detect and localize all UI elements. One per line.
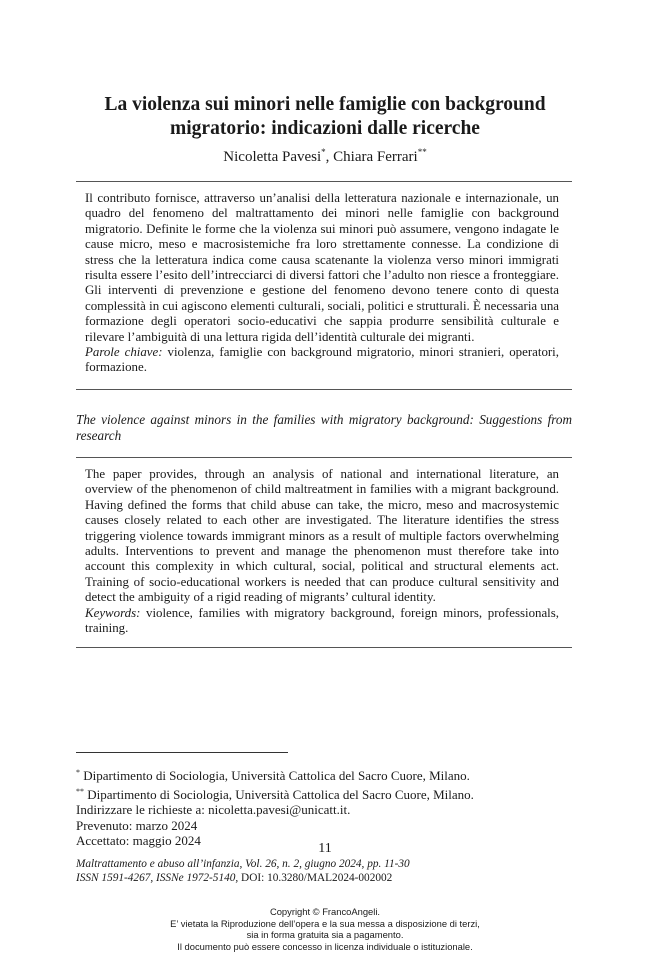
article-title: La violenza sui minori nelle famiglie con background migratorio: indicazioni dalle ricerche (104, 94, 546, 139)
abstract-english (85, 467, 559, 636)
footnote-marker: ** (417, 147, 427, 157)
journal-info (76, 857, 596, 885)
keywords-text: violence, families with migratory background, foreign minors, professionals, training. (85, 605, 559, 636)
footnote-marker: * (321, 147, 326, 157)
divider (76, 647, 572, 648)
keywords-line (85, 606, 559, 637)
author-name: Chiara Ferrari (333, 149, 418, 165)
divider (76, 389, 572, 390)
footnote (76, 765, 576, 784)
copyright-notice (0, 906, 650, 952)
divider (76, 457, 572, 458)
abstract-italian (85, 191, 559, 376)
footnote (76, 784, 576, 803)
footnote-marker: * (76, 768, 80, 777)
accepted-date: Accettato: maggio 2024 (76, 833, 201, 849)
journal-identifiers (76, 871, 596, 885)
author-separator: , (325, 149, 334, 165)
journal-citation: Maltrattamento e abuso all’infanzia, Vol. 26, n. 2, giugno 2024, pp. 11-30 (76, 858, 410, 870)
copyright-line: Il documento può essere concesso in licenza individuale o istituzionale. (177, 940, 473, 952)
footnote-text: Dipartimento di Sociologia, Università Cattolica del Sacro Cuore, Milano. (80, 768, 470, 783)
author-line (60, 143, 590, 166)
english-title: The violence against minors in the families with migratory background: Suggestions from research (76, 412, 572, 443)
abstract-text: The paper provides, through an analysis of national and international literature, an overview of the phenomenon of child maltreatment in families with a migrant background. Having defined the forms that child abuse can take, the micro, meso and macrosystemic causes closely related to each other are investigated. The literature identifies the stress triggering violence towards immigrant minors as a result of multiple factors overwhelming adults. Interventions to prevent and manage the phenomenon must therefore take into account this complexity in which cultural, social, political and structural elements act. Training of socio-educational workers is needed that can produce cultural sensitivity and detect the ambiguity of a rigid reading of migrants’ cultural identity. (85, 467, 559, 605)
contact-line: Indirizzare le richieste a: nicoletta.pavesi@unicatt.it. (76, 802, 351, 818)
author-name: Nicoletta Pavesi (223, 149, 322, 165)
doi: DOI: 10.3280/MAL2024-002002 (241, 872, 393, 884)
keywords-label: Keywords: (85, 605, 141, 620)
abstract-text: Il contributo fornisce, attraverso un’analisi della letteratura nazionale e internazionale, un quadro del fenomeno del maltrattamento dei minori nelle famiglie con background migratorio. Definite le forme che la violenza sui minori può assumere, vengono indagate le cause micro, meso e macrosistemiche fra loro strettamente connesse. La condizione di stress che la letteratura indica come causa scatenante la violenza verso minori immigrati risulta essere l’esito dell’intrecciarci di diversi fattori che l’adulto non riesce a fronteggiare. Gli interventi di prevenzione e gestione del fenomeno devono tenere conto di questa complessità in cui agiscono elementi culturali, sociali, politici e strutturali. È necessaria una formazione degli operatori socio-educativi che sappia produrre sensibilità culturale e rilevare l’ambiguità di una lettura rigida dell’identità culturale dei migranti. (85, 191, 559, 344)
keywords-label: Parole chiave: (85, 345, 163, 360)
footnote-text: Dipartimento di Sociologia, Università Cattolica del Sacro Cuore, Milano. (84, 786, 474, 802)
copyright-line: E’ vietata la Riproduzione dell’opera e la sua messa a disposizione di terzi, (170, 917, 480, 929)
footnotes (76, 765, 576, 849)
page-number: 11 (318, 841, 332, 856)
received-date: Prevenuto: marzo 2024 (76, 817, 198, 833)
issn: ISSN 1591-4267, ISSNe 1972-5140, (76, 872, 242, 884)
divider (76, 181, 572, 182)
copyright-line: sia in forma gratuita sia a pagamento. (246, 929, 404, 941)
keywords-text: violenza, famiglie con background migratorio, minori stranieri, operatori, formazione. (85, 345, 559, 375)
footnote-separator (76, 752, 288, 753)
footnote-marker: ** (76, 786, 84, 796)
copyright-line: Copyright © FrancoAngeli. (269, 906, 381, 917)
keywords-line (85, 345, 559, 376)
